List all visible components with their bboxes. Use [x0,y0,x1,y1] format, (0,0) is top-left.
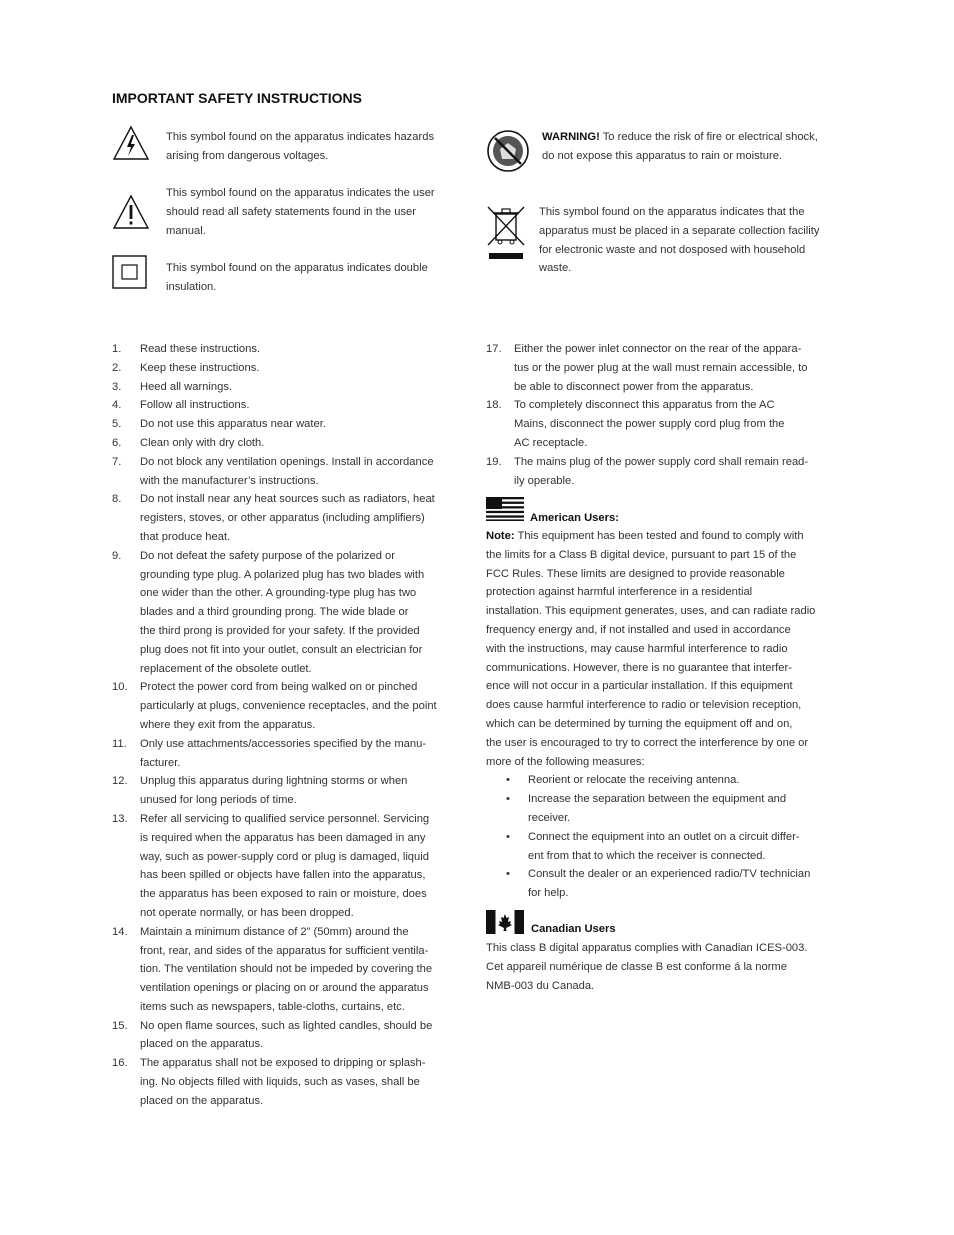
instruction-line: with the manufacturer’s instructions. [140,474,319,487]
instruction-line: ventilation openings or placing on or around the apparatus [140,982,429,995]
instruction-line: Keep these instructions. [140,361,260,374]
instruction-line: Clean only with dry cloth. [140,436,265,449]
notice-line-text: does cause harmful interference to radio or television reception, [486,699,802,712]
measure-line: receiver. [528,811,571,824]
notice-line-text: FCC Rules. These limits are designed to provide reasonable [486,567,785,580]
instruction-item [112,772,452,810]
instruction-number: 11. [112,737,127,750]
instruction-line: grounding type plug. A polarized plug has two blades with [140,568,425,581]
notice-line-text: frequency energy and, if not installed and used in accordance [486,623,791,636]
canadian-users-heading: Canadian Users [531,923,616,935]
no-rain-moisture-icon [486,129,530,173]
instruction-line: Read these instructions. [140,343,261,355]
instruction-number: 18. [486,399,502,412]
instruction-item [112,396,452,415]
instruction-line: unused for long periods of time. [140,794,297,807]
instruction-line: placed on the apparatus. [140,1094,264,1107]
instruction-item [112,1054,452,1110]
notice-line-text: more of the following measures: [486,755,645,768]
weee-crossed-bin-icon [486,205,526,263]
notice-line [486,677,826,696]
instruction-number: 16. [112,1057,128,1070]
instruction-line: tion. The ventilation should not be impeded by covering the [140,963,433,976]
note-label: Note: [486,530,515,542]
voltage-symbol-text: This symbol found on the apparatus indicates hazards arising from dangerous voltages. [166,131,435,162]
instruction-line: tus or the power plug at the wall must remain accessible, to [514,361,808,374]
measure-item [486,828,826,866]
instruction-number: 7. [112,455,122,468]
us-flag-icon [486,497,524,521]
bullet-icon: • [506,793,510,806]
instruction-line: facturer. [140,756,181,769]
instruction-line: blades and a third grounding prong. The wide blade or [140,606,409,619]
instruction-line: Either the power inlet connector on the rear of the appara- [514,343,802,355]
instruction-number: 6. [112,436,122,449]
canadian-notice-line: This class B digital apparatus complies with Canadian ICES-003. [486,942,808,954]
instruction-line: Maintain a minimum distance of 2” (50mm) around the [140,925,409,938]
instruction-item [112,735,452,773]
instruction-line: replacement of the obsolete outlet. [140,662,312,675]
measure-item [486,790,826,828]
measure-line: Increase the separation between the equipment and [528,793,787,806]
instruction-number: 19. [486,455,502,468]
instruction-item [112,415,452,434]
instruction-line: Do not block any ventilation openings. Install in accordance [140,455,434,468]
instructions-list-left [112,340,452,1111]
notice-line [486,621,826,640]
instruction-line: ily operable. [514,474,575,487]
american-users-notice [486,527,826,903]
notice-line [486,602,826,621]
measure-line: for help. [528,887,569,900]
instruction-item [112,490,452,546]
instruction-line: Unplug this apparatus during lightning storms or when [140,775,408,788]
instruction-line: plug does not fit into your outlet, consult an electrician for [140,643,423,656]
instruction-item [112,434,452,453]
instruction-item [112,678,452,734]
notice-line-text: installation. This equipment generates, uses, and can radiate radio [486,605,816,618]
instruction-item [486,340,826,396]
notice-line-text: protection against harmful interference in a residential [486,586,753,599]
instruction-line: that produce heat. [140,530,231,543]
instruction-number: 3. [112,380,122,393]
warning-body: To reduce the risk of fire or electrical shock, do not expose this apparatus to rain or moisture. [542,131,818,162]
instruction-line: The apparatus shall not be exposed to dripping or splash- [140,1057,426,1070]
instruction-line: be able to disconnect power from the apparatus. [514,380,754,393]
instruction-line: The mains plug of the power supply cord shall remain read- [514,455,809,468]
notice-line [486,659,826,678]
read-manual-symbol-text: This symbol found on the apparatus indicates the user should read all safety statements found in the user manual. [166,187,435,237]
notice-line-text: the user is encouraged to try to correct the interference by one or [486,736,809,749]
american-users-heading: American Users: [530,512,619,524]
notice-line-text: which can be determined by turning the equipment off and on, [486,717,793,730]
instruction-item [112,359,452,378]
measure-item [486,771,826,790]
notice-line-text: with the instructions, may cause harmful interference to radio [486,642,788,655]
instruction-number: 2. [112,361,122,374]
instruction-item [112,547,452,679]
instruction-line: Refer all servicing to qualified service personnel. Servicing [140,812,430,825]
instruction-number: 4. [112,399,122,412]
instruction-line: No open flame sources, such as lighted candles, should be [140,1019,433,1032]
weee-symbol-text: This symbol found on the apparatus indicates that the apparatus must be placed in a separate collection facility for electronic waste and not dosposed with household waste. [539,206,820,275]
page-title: IMPORTANT SAFETY INSTRUCTIONS [112,90,362,106]
notice-line [486,715,826,734]
instruction-item [112,340,452,359]
instruction-line: the apparatus has been exposed to rain or moisture, does [140,888,427,901]
instruction-line: placed on the apparatus. [140,1038,264,1051]
instruction-item [486,396,826,452]
instruction-number: 13. [112,812,128,825]
instructions-list-right [486,340,826,490]
notice-line [486,753,826,772]
instruction-number: 8. [112,493,122,506]
canadian-notice-line: NMB-003 du Canada. [486,979,595,992]
notice-line [486,583,826,602]
instruction-line: is required when the apparatus has been damaged in any [140,831,426,844]
double-insulation-symbol-text: This symbol found on the apparatus indicates double insulation. [166,262,428,293]
measure-line: ent from that to which the receiver is connected. [528,849,766,862]
bullet-icon: • [506,868,510,881]
warning-text [542,128,822,166]
bullet-icon: • [506,830,510,843]
instruction-line: registers, stoves, or other apparatus (including amplifiers) [140,512,425,525]
instruction-number: 5. [112,418,122,431]
instruction-line: Mains, disconnect the power supply cord plug from the [514,418,785,431]
notice-line [486,565,826,584]
notice-line-text: communications. However, there is no guarantee that interfer- [486,661,792,674]
exclamation-warning-icon [112,194,150,230]
instruction-line: Do not use this apparatus near water. [140,418,326,431]
instruction-line: Protect the power cord from being walked on or pinched [140,681,418,694]
instruction-line: ing. No objects filled with liquids, such as vases, shall be [140,1076,420,1089]
warning-label: WARNING! [542,131,600,143]
instruction-number: 17. [486,343,502,355]
instruction-line: AC receptacle. [514,436,588,449]
instruction-line: Do not install near any heat sources such as radiators, heat [140,493,435,506]
measure-line: Connect the equipment into an outlet on a circuit differ- [528,830,800,843]
instruction-item [112,923,452,1017]
instruction-line: Follow all instructions. [140,399,250,412]
instruction-line: Only use attachments/accessories specified by the manu- [140,737,427,750]
measure-line: Reorient or relocate the receiving antenna. [528,774,740,787]
instruction-line: To completely disconnect this apparatus from the AC [514,399,775,412]
notice-line-text: the limits for a Class B digital device, pursuant to part 15 of the [486,548,797,561]
high-voltage-warning-icon [112,125,150,161]
instruction-line: items such as newspapers, table-cloths, curtains, etc. [140,1000,405,1013]
bullet-icon: • [506,774,510,787]
canadian-users-notice [486,939,826,995]
instruction-line: the third prong is provided for your safety. If the provided [140,624,420,637]
instruction-line: way, such as power-supply cord or plug is damaged, liquid [140,850,429,863]
instruction-number: 14. [112,925,128,938]
canadian-notice-line: Cet appareil numérique de classe B est conforme á la norme [486,960,787,973]
instruction-line: particularly at plugs, convenience receptacles, and the point [140,700,437,713]
instruction-item [112,453,452,491]
notice-line-text: This equipment has been tested and found to comply with [514,530,804,542]
measure-line: Consult the dealer or an experienced radio/TV technician [528,868,811,881]
instruction-line: one wider than the other. A grounding-type plug has two [140,587,417,600]
instruction-line: has been spilled or objects have fallen into the apparatus, [140,869,426,882]
instruction-item [486,453,826,491]
instruction-line: Heed all warnings. [140,380,233,393]
double-insulation-icon [112,255,148,289]
instruction-line: Do not defeat the safety purpose of the polarized or [140,549,395,562]
notice-line [486,527,826,546]
instruction-number: 1. [112,343,122,355]
instruction-line: where they exit from the apparatus. [140,718,316,731]
instruction-line: front, rear, and sides of the apparatus for sufficient ventila- [140,944,429,957]
instruction-number: 9. [112,549,122,562]
notice-line [486,696,826,715]
notice-line-text: ence will not occur in a particular installation. If this equipment [486,680,793,693]
instruction-item [112,810,452,923]
instruction-line: not operate normally, or has been dropped. [140,906,354,919]
instruction-item [112,1017,452,1055]
instruction-number: 10. [112,681,128,694]
measure-item [486,865,826,903]
measures-list [486,771,826,903]
instruction-item [112,378,452,397]
instruction-number: 12. [112,775,128,788]
notice-line [486,640,826,659]
notice-line [486,734,826,753]
instruction-number: 15. [112,1019,128,1032]
canada-flag-icon [486,910,524,934]
notice-line [486,546,826,565]
